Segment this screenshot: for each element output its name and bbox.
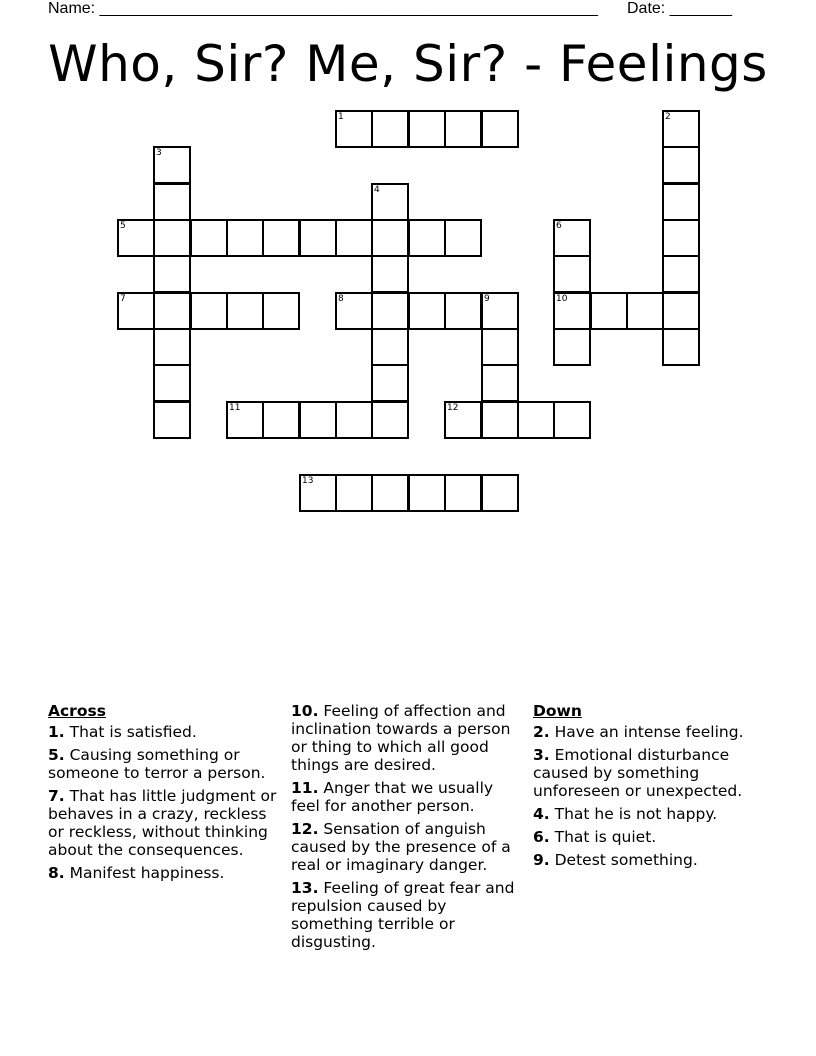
clue-number: 1. [48,723,65,741]
clue-number-label: 13 [302,476,314,486]
grid-cell[interactable] [663,293,699,329]
grid-cell[interactable] [227,402,263,438]
clue-item [48,723,280,741]
clue-number: 12. [291,820,319,838]
clue-number: 9. [533,851,550,869]
grid-cell[interactable] [554,220,590,256]
clue-number-label: 9 [484,294,490,304]
grid-cell[interactable] [154,184,190,220]
clue-number: 10. [291,702,319,720]
grid-cell[interactable] [154,329,190,365]
grid-cell[interactable] [372,256,408,292]
grid-cell[interactable] [154,402,190,438]
clue-number: 6. [533,828,550,846]
clue-number-label: 6 [556,221,562,231]
grid-cell[interactable] [300,220,336,256]
clue-number: 3. [533,746,550,764]
clue-number-label: 2 [665,112,671,122]
clue-text: Anger that we usually feel for another person. [291,779,494,815]
name-field-label: Name: ________________________________________________________ [48,0,598,17]
grid-cell[interactable] [191,220,227,256]
clue-item [291,879,523,951]
clue-text: Feeling of affection and inclination towards a person or thing to which all good things are desired. [291,702,511,774]
clue-item [533,851,765,869]
grid-cell[interactable] [118,293,154,329]
grid-cell[interactable] [482,365,518,401]
down-heading: Down [533,702,582,720]
grid-cell[interactable] [154,220,190,256]
grid-cell[interactable] [191,293,227,329]
grid-cell[interactable] [372,293,408,329]
grid-cell[interactable] [663,184,699,220]
clue-text: That has little judgment or behaves in a crazy, reckless or reckless, without thinking about the consequences. [48,787,277,859]
grid-cell[interactable] [227,293,263,329]
grid-cell[interactable] [336,402,372,438]
grid-cell[interactable] [300,475,336,511]
grid-cell[interactable] [154,365,190,401]
clue-number-label: 11 [229,403,241,413]
grid-cell[interactable] [445,111,481,147]
clue-text: Detest something. [549,851,698,869]
grid-cell[interactable] [154,256,190,292]
across-heading: Across [48,702,106,720]
grid-cell[interactable] [663,329,699,365]
clue-text: That is satisfied. [64,723,197,741]
grid-cell[interactable] [372,329,408,365]
grid-cell[interactable] [445,475,481,511]
grid-cell[interactable] [336,293,372,329]
grid-cell[interactable] [518,402,554,438]
grid-cell[interactable] [263,220,299,256]
clue-item [291,702,523,774]
grid-cell[interactable] [627,293,663,329]
clue-item [291,779,523,815]
clue-text: Causing something or someone to terror a person. [48,746,266,782]
grid-cell[interactable] [263,402,299,438]
grid-cell[interactable] [372,220,408,256]
grid-cell[interactable] [663,256,699,292]
clue-item [48,787,280,859]
grid-cell[interactable] [482,111,518,147]
grid-cell[interactable] [482,475,518,511]
grid-cell[interactable] [154,293,190,329]
clue-number: 7. [48,787,65,805]
clue-text: Manifest happiness. [64,864,225,882]
grid-cell[interactable] [118,220,154,256]
grid-cell[interactable] [372,475,408,511]
grid-cell[interactable] [445,293,481,329]
grid-cell[interactable] [227,220,263,256]
grid-cell[interactable] [663,147,699,183]
clue-number-label: 5 [120,221,126,231]
puzzle-title: Who, Sir? Me, Sir? - Feelings [48,35,768,93]
clue-number-label: 3 [156,148,162,158]
clue-item [48,864,280,882]
grid-cell[interactable] [409,475,445,511]
clue-item [533,805,765,823]
clue-number-label: 10 [556,294,568,304]
grid-cell[interactable] [482,402,518,438]
grid-cell[interactable] [409,111,445,147]
clue-text: That is quiet. [549,828,657,846]
grid-cell[interactable] [591,293,627,329]
grid-cell[interactable] [554,402,590,438]
grid-cell[interactable] [372,111,408,147]
grid-cell[interactable] [336,220,372,256]
clue-text: Have an intense feeling. [549,723,744,741]
clue-text: Sensation of anguish caused by the presence of a real or imaginary danger. [291,820,511,874]
clue-item [533,828,765,846]
clues-column-3 [533,702,765,874]
clues-column-1 [48,702,280,887]
clue-item [533,723,765,741]
clue-text: Feeling of great fear and repulsion caused by something terrible or disgusting. [291,879,515,951]
grid-cell[interactable] [372,184,408,220]
grid-cell[interactable] [372,402,408,438]
grid-cell[interactable] [263,293,299,329]
grid-cell[interactable] [445,220,481,256]
clue-number: 5. [48,746,65,764]
clue-number: 11. [291,779,319,797]
clue-number: 8. [48,864,65,882]
grid-cell[interactable] [482,293,518,329]
grid-cell[interactable] [372,365,408,401]
clue-item [533,746,765,800]
clue-number: 2. [533,723,550,741]
grid-cell[interactable] [482,329,518,365]
clue-text: That he is not happy. [549,805,718,823]
clue-item [291,820,523,874]
clue-item [48,746,280,782]
grid-cell[interactable] [300,402,336,438]
grid-cell[interactable] [663,111,699,147]
date-field-label: Date: _______ [627,0,732,17]
grid-cell[interactable] [554,329,590,365]
grid-cell[interactable] [336,111,372,147]
clue-number-label: 4 [374,185,380,195]
grid-cell[interactable] [409,293,445,329]
grid-cell[interactable] [554,256,590,292]
clue-number: 4. [533,805,550,823]
clue-number: 13. [291,879,319,897]
grid-cell[interactable] [554,293,590,329]
clue-number-label: 7 [120,294,126,304]
grid-cell[interactable] [409,220,445,256]
grid-cell[interactable] [154,147,190,183]
clue-number-label: 1 [338,112,344,122]
clue-text: Emotional disturbance caused by something unforeseen or unexpected. [533,746,743,800]
clues-column-2 [291,702,523,956]
clue-number-label: 12 [447,403,459,413]
grid-cell[interactable] [445,402,481,438]
grid-cell[interactable] [336,475,372,511]
clue-number-label: 8 [338,294,344,304]
grid-cell[interactable] [663,220,699,256]
